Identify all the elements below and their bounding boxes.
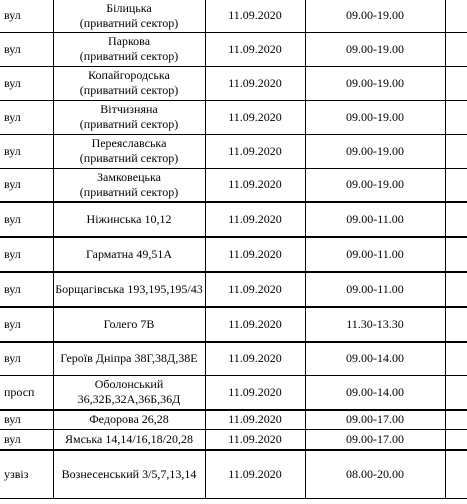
empty-cell (445, 272, 467, 307)
street-address: Голего 7В (53, 307, 205, 342)
street-type: вул (0, 0, 53, 32)
street-name: Білицька (106, 0, 152, 15)
street-address (53, 66, 205, 100)
street-address: Гарматна 49,51А (53, 237, 205, 272)
street-type: просп (0, 375, 53, 410)
street-name: Замковецька (97, 169, 161, 184)
outage-date: 11.09.2020 (205, 32, 305, 66)
street-type: вул (0, 272, 53, 307)
street-address (53, 375, 205, 410)
outage-time: 09.00-19.00 (305, 66, 445, 100)
table-row (0, 375, 467, 410)
outage-time: 09.00-17.00 (305, 410, 445, 429)
street-detail: (приватний сектор) (79, 49, 179, 63)
street-address (53, 168, 205, 202)
outage-date: 11.09.2020 (205, 272, 305, 307)
outage-time: 09.00-11.00 (305, 202, 445, 237)
street-address (53, 32, 205, 66)
outage-date: 11.09.2020 (205, 410, 305, 429)
table-row (0, 100, 467, 134)
street-type: вул (0, 66, 53, 100)
table-row (0, 0, 467, 32)
street-address: Ніжинська 10,12 (53, 202, 205, 237)
outage-date: 11.09.2020 (205, 375, 305, 410)
outage-date: 11.09.2020 (205, 66, 305, 100)
street-type: вул (0, 168, 53, 202)
street-detail: (приватний сектор) (79, 15, 179, 30)
table-row (0, 307, 467, 342)
street-name: Паркова (107, 34, 151, 48)
street-name: Переяславська (91, 136, 167, 150)
table-row (0, 450, 467, 498)
empty-cell (445, 134, 467, 168)
empty-cell (445, 429, 467, 450)
outage-date: 11.09.2020 (205, 307, 305, 342)
empty-cell (445, 375, 467, 410)
table-row (0, 237, 467, 272)
street-type: вул (0, 202, 53, 237)
empty-cell (445, 237, 467, 272)
street-address: Ямська 14,14/16,18/20,28 (53, 429, 205, 450)
street-type: вул (0, 134, 53, 168)
street-type: вул (0, 429, 53, 450)
table-row (0, 342, 467, 375)
outage-date: 11.09.2020 (205, 134, 305, 168)
outage-date: 11.09.2020 (205, 342, 305, 375)
outage-time: 09.00-19.00 (305, 168, 445, 202)
outage-time: 09.00-19.00 (305, 100, 445, 134)
outage-time: 09.00-14.00 (305, 375, 445, 410)
table-row (0, 168, 467, 202)
outage-date: 11.09.2020 (205, 450, 305, 498)
street-address (53, 100, 205, 134)
outage-time: 09.00-19.00 (305, 0, 445, 32)
street-type: вул (0, 100, 53, 134)
outage-time: 11.30-13.30 (305, 307, 445, 342)
table-row (0, 272, 467, 307)
street-address (53, 0, 205, 32)
empty-cell (445, 0, 467, 32)
street-type: вул (0, 342, 53, 375)
table-row (0, 202, 467, 237)
empty-cell (445, 342, 467, 375)
street-detail: (приватний сектор) (79, 151, 179, 165)
outage-date: 11.09.2020 (205, 0, 305, 32)
street-type: вул (0, 237, 53, 272)
street-type: узвіз (0, 450, 53, 498)
empty-cell (445, 450, 467, 498)
street-address: Героїв Дніпра 38Г,38Д,38Е (53, 342, 205, 375)
street-address (53, 134, 205, 168)
table-row (0, 134, 467, 168)
empty-cell (445, 307, 467, 342)
outage-date: 11.09.2020 (205, 168, 305, 202)
street-type: вул (0, 410, 53, 429)
street-detail: (приватний сектор) (79, 184, 179, 199)
outage-date: 11.09.2020 (205, 429, 305, 450)
outage-time: 09.00-11.00 (305, 237, 445, 272)
empty-cell (445, 100, 467, 134)
street-detail: (приватний сектор) (79, 117, 179, 131)
table-row (0, 66, 467, 100)
outage-time: 09.00-11.00 (305, 272, 445, 307)
outage-date: 11.09.2020 (205, 100, 305, 134)
empty-cell (445, 168, 467, 202)
empty-cell (445, 66, 467, 100)
street-address: Вознесенський 3/5,7,13,14 (53, 450, 205, 498)
street-name: Копайгородська (88, 68, 170, 82)
outage-time: 09.00-14.00 (305, 342, 445, 375)
street-type: вул (0, 32, 53, 66)
empty-cell (445, 410, 467, 429)
street-address: Борщагівська 193,195,195/43 (53, 272, 205, 307)
outage-time: 09.00-19.00 (305, 134, 445, 168)
table-row (0, 429, 467, 450)
empty-cell (445, 32, 467, 66)
table-row (0, 410, 467, 429)
outage-time: 08.00-20.00 (305, 450, 445, 498)
outage-date: 11.09.2020 (205, 237, 305, 272)
street-detail: 36,32Б,32А,36Б,36Д (77, 392, 181, 407)
street-name: Оболонський (94, 377, 164, 392)
table-row (0, 32, 467, 66)
outage-time: 09.00-17.00 (305, 429, 445, 450)
outage-time: 09.00-19.00 (305, 32, 445, 66)
street-detail: (приватний сектор) (79, 83, 179, 97)
empty-cell (445, 202, 467, 237)
street-type: вул (0, 307, 53, 342)
street-address: Федорова 26,28 (53, 410, 205, 429)
street-name: Вітчизняна (100, 102, 158, 116)
outage-date: 11.09.2020 (205, 202, 305, 237)
